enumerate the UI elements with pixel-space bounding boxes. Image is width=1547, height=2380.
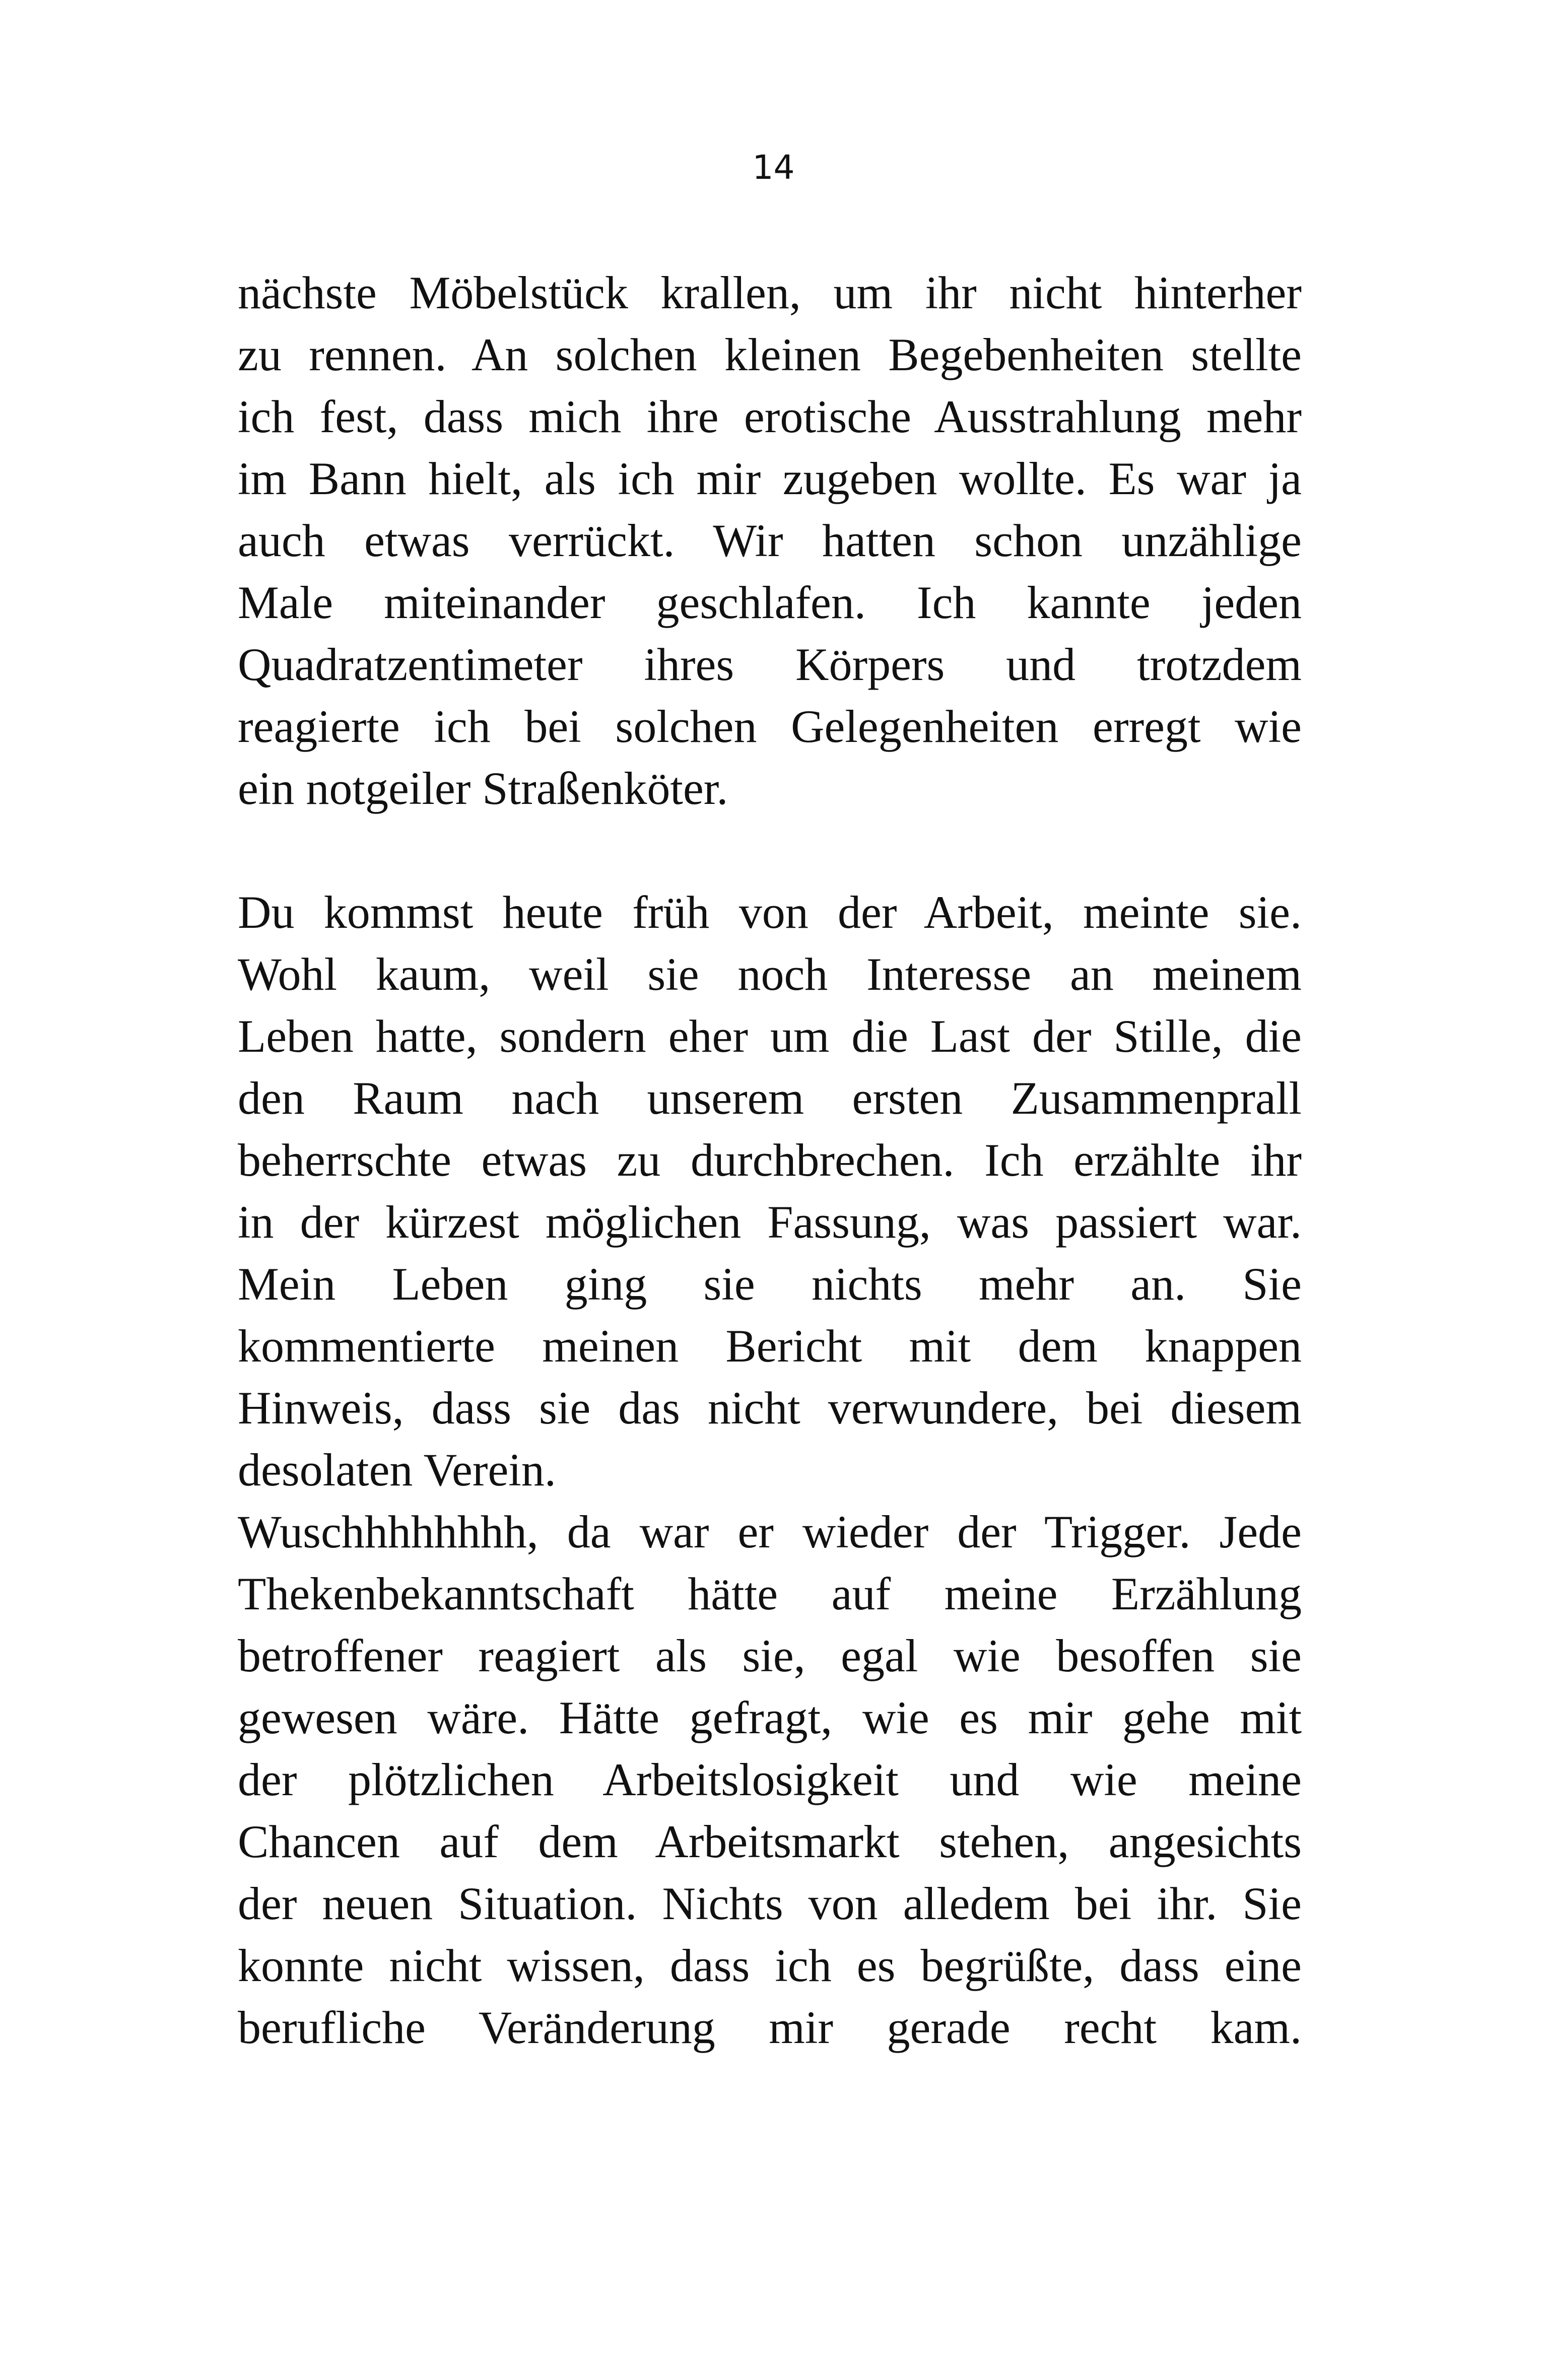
text-line: ein notgeiler Straßenköter. (238, 763, 728, 814)
text-line: kommentierte meinen Bericht mit dem knappen (238, 1320, 1302, 1372)
text-line: desolaten Verein. (238, 1444, 556, 1495)
text-line: Hinweis, dass sie das nicht verwundere, bei diesem (238, 1382, 1302, 1434)
text-line: konnte nicht wissen, dass ich es begrüßte, dass eine (238, 1940, 1302, 1991)
text-line: Leben hatte, sondern eher um die Last der Stille, die (238, 1010, 1302, 1062)
text-line: beherrschte etwas zu durchbrechen. Ich erzählte ihr (238, 1134, 1302, 1186)
text-line: reagierte ich bei solchen Gelegenheiten erregt wie (238, 701, 1302, 752)
text-line: betroffener reagiert als sie, egal wie besoffen sie (238, 1630, 1302, 1681)
text-line: der neuen Situation. Nichts von alledem bei ihr. Sie (238, 1878, 1302, 1929)
page-number: 14 (752, 148, 795, 187)
text-line: gewesen wäre. Hätte gefragt, wie es mir gehe mit (238, 1692, 1302, 1743)
text-line: Quadratzentimeter ihres Körpers und trotzdem (238, 639, 1302, 690)
text-line: Wohl kaum, weil sie noch Interesse an meinem (238, 948, 1302, 1000)
text-line: in der kürzest möglichen Fassung, was passiert war. (238, 1196, 1302, 1248)
paragraph-1 (238, 262, 1302, 820)
body-text (238, 262, 1302, 2059)
text-line: Du kommst heute früh von der Arbeit, meinte sie. (238, 887, 1302, 938)
text-line: Male miteinander geschlafen. Ich kannte jeden (238, 577, 1302, 628)
text-line: Wuschhhhhhhh, da war er wieder der Trigger. Jede (238, 1506, 1302, 1557)
text-line: im Bann hielt, als ich mir zugeben wollte. Es war ja (238, 453, 1302, 504)
text-line: Chancen auf dem Arbeitsmarkt stehen, angesichts (238, 1816, 1302, 1867)
text-line: zu rennen. An solchen kleinen Begebenheiten stellte (238, 329, 1302, 380)
paragraph-3 (238, 1501, 1302, 2059)
text-line: Mein Leben ging sie nichts mehr an. Sie (238, 1258, 1302, 1310)
paragraph-gap (238, 820, 1302, 881)
text-line: Thekenbekanntschaft hätte auf meine Erzählung (238, 1568, 1302, 1619)
text-line: auch etwas verrückt. Wir hatten schon unzählige (238, 515, 1302, 566)
text-line: ich fest, dass mich ihre erotische Ausstrahlung mehr (238, 391, 1302, 442)
paragraph-2 (238, 881, 1302, 1501)
text-line: nächste Möbelstück krallen, um ihr nicht hinterher (238, 267, 1302, 318)
text-line: den Raum nach unserem ersten Zusammenprall (238, 1072, 1302, 1124)
text-line: der plötzlichen Arbeitslosigkeit und wie meine (238, 1754, 1302, 1805)
text-line: berufliche Veränderung mir gerade recht kam. (238, 2002, 1302, 2053)
